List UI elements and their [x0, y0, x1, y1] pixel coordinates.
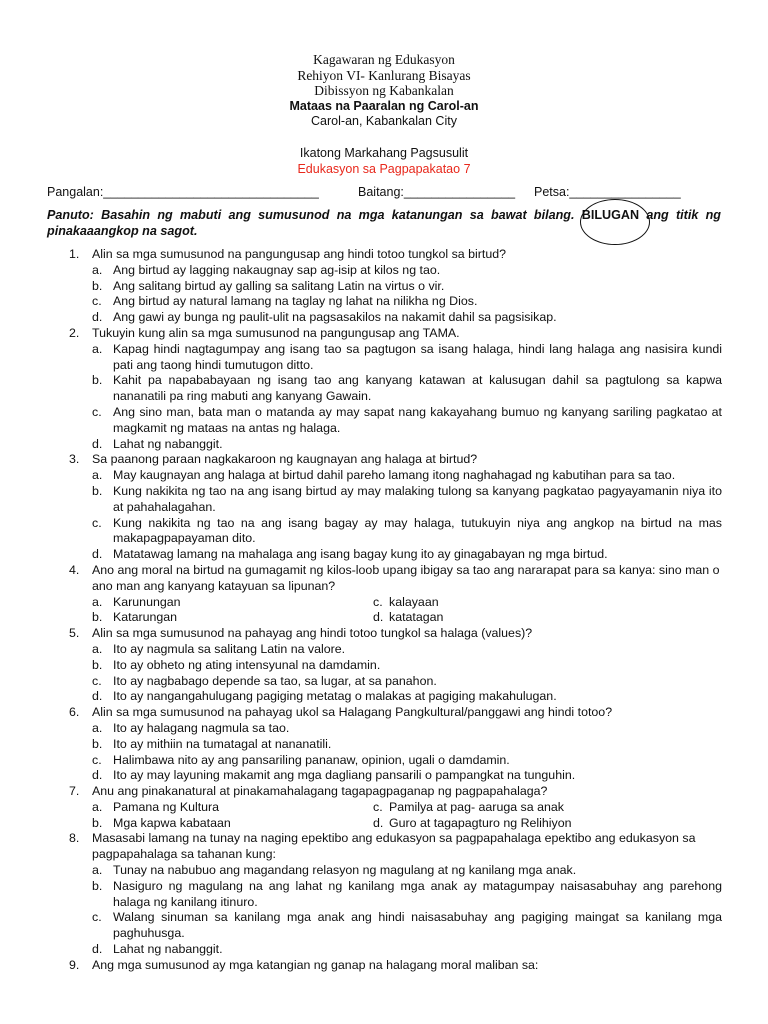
answer-option[interactable]: [0, 279, 768, 295]
question-item: [0, 784, 768, 800]
option-text: Ang birtud ay lagging nakaugnay sap ag-isip at kilos ng tao.: [113, 262, 441, 277]
question-number: 4.: [69, 562, 80, 577]
option-text[interactable]: Pamilya at pag- aaruga sa anak: [389, 799, 564, 814]
answer-option[interactable]: [0, 721, 768, 737]
question-item: [0, 452, 768, 468]
question-text: Ano ang moral na birtud na gumagamit ng kilos-loob upang ibigay sa tao ang nararapat para sa kanya: sino man o ano man ang kanyang katayuan sa lipunan?: [92, 562, 720, 593]
question-text: Masasabi lamang na tunay na naging epektibo ang edukasyon sa pagpapahalaga epektibo ang edukasyon sa pagpapahalaga sa tahanan kung:: [92, 831, 696, 862]
option-text: Ito ay obheto ng ating intensyunal na damdamin.: [113, 657, 381, 672]
region-line: Rehiyon VI- Kanlurang Bisayas: [297, 67, 471, 83]
answer-option[interactable]: [0, 879, 768, 911]
subject-title: Edukasyon sa Pagpapakatao 7: [297, 161, 471, 176]
question-text: Alin sa mga sumusunod na pahayag ang hindi totoo tungkol sa halaga (values)?: [92, 626, 533, 641]
option-letter: a.: [92, 262, 103, 277]
option-letter: d.: [373, 610, 384, 625]
answer-option[interactable]: [0, 674, 768, 690]
option-letter: b.: [92, 610, 103, 625]
question-number: 5.: [69, 626, 80, 641]
answer-option[interactable]: [0, 405, 768, 437]
option-letter: b.: [92, 657, 103, 672]
option-text: Lahat ng nabanggit.: [113, 436, 223, 451]
answer-option[interactable]: [0, 342, 768, 374]
question-number: 6.: [69, 705, 80, 720]
option-letter: c.: [92, 752, 102, 767]
option-letter: b.: [92, 373, 103, 388]
question-number: 7.: [69, 784, 80, 799]
answer-option[interactable]: [0, 768, 768, 784]
date-field: Petsa:________________: [534, 185, 681, 199]
option-text: Nasiguro ng magulang na ang lahat ng kanilang mga anak ay matagumpay naisasabuhay ang parehong halaga ng kanilang itinuro.: [113, 878, 722, 909]
option-letter: d.: [92, 310, 103, 325]
option-letter: a.: [92, 468, 103, 483]
question-number: 1.: [69, 247, 80, 261]
option-letter: a.: [92, 720, 103, 735]
question-text: Tukuyin kung alin sa mga sumusunod na pangungusap ang TAMA.: [92, 325, 460, 340]
option-letter: c.: [92, 910, 102, 925]
document-header: [0, 52, 768, 177]
option-letter: a.: [92, 594, 103, 609]
option-letter: b.: [92, 736, 103, 751]
question-text: Ang mga sumusunod ay mga katangian ng ganap na halagang moral maliban sa:: [92, 957, 539, 972]
option-letter: d.: [92, 942, 103, 957]
instructions-emphasis: BILUGAN: [581, 208, 640, 222]
option-text: Kung nakikita ng tao na ang isang birtud ay may malaking tulong sa kanyang pagkatao pagyayamanin niya ito at pahahalagahan.: [113, 483, 722, 514]
question-item: [0, 626, 768, 642]
question-text: Anu ang pinakanatural at pinakamahalagang tagapagpaganap ng pagpapahalaga?: [92, 784, 548, 799]
question-item: [0, 831, 768, 863]
answer-option[interactable]: [0, 863, 768, 879]
option-letter: d.: [92, 436, 103, 451]
question-text: Alin sa mga sumusunod na pangungusap ang hindi totoo tungkol sa birtud?: [92, 247, 507, 261]
option-text: Ito ay nagbabago depende sa tao, sa lugar, at sa panahon.: [113, 673, 437, 688]
option-letter: c.: [92, 404, 102, 419]
option-letter: a.: [92, 341, 103, 356]
exam-title: Ikatong Markahang Pagsusulit: [299, 145, 469, 160]
answer-option[interactable]: [0, 642, 768, 658]
option-letter: d.: [92, 547, 103, 562]
instructions-text-end: ang titik ng pinakaaangkop na sagot.: [47, 208, 721, 238]
option-text: Ang gawi ay bunga ng paulit-ulit na pagsasakilos na nakamit dahil sa pagsisikap.: [113, 310, 557, 325]
option-letter: c.: [92, 673, 102, 688]
department-line: Kagawaran ng Edukasyon: [313, 52, 455, 67]
answer-option[interactable]: [0, 310, 768, 326]
question-item: [0, 563, 768, 595]
instructions-text: Panuto: Basahin ng mabuti ang sumusunod na mga katanungan sa bawat bilang.: [47, 208, 582, 222]
answer-option[interactable]: [0, 263, 768, 279]
question-list: [0, 247, 768, 974]
question-number: 2.: [69, 325, 80, 340]
school-address: Carol-an, Kabankalan City: [311, 114, 457, 129]
option-letter: a.: [92, 799, 103, 814]
option-text: Halimbawa nito ay ang pansariling pananaw, opinion, ugali o damdamin.: [113, 752, 510, 767]
question-item: [0, 326, 768, 342]
option-text: Ito ay nangangahulugang pagiging metatag o malakas at pagiging makahulugan.: [113, 689, 557, 704]
answer-option-row: [0, 610, 768, 626]
option-letter: d.: [92, 689, 103, 704]
question-item: [0, 705, 768, 721]
option-text[interactable]: Katarungan: [113, 610, 178, 625]
option-letter: d.: [373, 815, 384, 830]
answer-option[interactable]: [0, 516, 768, 548]
answer-option[interactable]: [0, 689, 768, 705]
option-text: Ito ay may layuning makamit ang mga dagliang pansarili o pampangkat na tunguhin.: [113, 768, 576, 783]
name-field: Pangalan:_______________________________: [47, 185, 319, 199]
answer-option[interactable]: [0, 547, 768, 563]
question-number: 9.: [69, 957, 80, 972]
option-text: Matatawag lamang na mahalaga ang isang bagay kung ito ay ginagabayan ng mga birtud.: [113, 547, 608, 562]
option-letter: b.: [92, 483, 103, 498]
answer-option-row: [0, 816, 768, 832]
answer-option[interactable]: [0, 737, 768, 753]
school-name: Mataas na Paaralan ng Carol-an: [289, 98, 479, 113]
option-text[interactable]: Karunungan: [113, 594, 181, 609]
option-text: Kapag hindi nagtagumpay ang isang tao sa pagtugon sa isang halaga, hindi lang halaga ang nasisira kundi pati ang taong hindi tumutugon ditto.: [113, 341, 722, 372]
option-letter: c.: [92, 294, 102, 309]
grade-field: Baitang:________________: [358, 185, 516, 199]
option-letter: d.: [92, 768, 103, 783]
option-letter: b.: [92, 278, 103, 293]
answer-option[interactable]: [0, 942, 768, 958]
question-text: Sa paanong paraan nagkakaroon ng kaugnayan ang halaga at birtud?: [92, 452, 478, 467]
option-text: Ito ay nagmula sa salitang Latin na valore.: [113, 641, 346, 656]
question-item: [0, 958, 768, 974]
question-number: 8.: [69, 831, 80, 846]
answer-option-row: [0, 595, 768, 611]
option-text[interactable]: Mga kapwa kabataan: [113, 815, 231, 830]
option-text: Ang sino man, bata man o matanda ay may sapat nang kakayahang bumuo ng kanyang sariling pagkatao at magkamit ng mataas na antas ng halaga.: [113, 404, 722, 435]
answer-option[interactable]: [0, 484, 768, 516]
option-text[interactable]: kalayaan: [389, 594, 439, 609]
answer-option[interactable]: [0, 468, 768, 484]
option-text: Ang birtud ay natural lamang na taglay ng lahat na nilikha ng Dios.: [113, 294, 478, 309]
option-text: Kung nakikita ng tao na ang isang bagay ay may halaga, tutukuyin niya ang angkop na birtud na mas makapagpapayaman dito.: [113, 515, 722, 546]
option-text: Tunay na nabubuo ang magandang relasyon ng magulang at ng kanilang mga anak.: [113, 863, 577, 878]
option-text: Walang sinuman sa kanilang mga anak ang hindi naisasabuhay ang pagiging maingat sa kanilang mga paghuhusga.: [113, 910, 722, 941]
option-letter: b.: [92, 878, 103, 893]
option-text[interactable]: Pamana ng Kultura: [113, 799, 220, 814]
option-text[interactable]: Guro at tagapagturo ng Relihiyon: [389, 815, 572, 830]
question-item: [0, 247, 768, 263]
answer-option[interactable]: [0, 753, 768, 769]
option-text: Ito ay mithiin na tumatagal at nananatili.: [113, 736, 332, 751]
option-text: Ang salitang birtud ay galling sa salitang Latin na virtus o vir.: [113, 278, 445, 293]
option-letter: a.: [92, 863, 103, 878]
option-letter: c.: [92, 515, 102, 530]
answer-option[interactable]: [0, 437, 768, 453]
answer-option-row: [0, 800, 768, 816]
division-line: Dibissyon ng Kabankalan: [314, 83, 454, 99]
option-text: Ito ay halagang nagmula sa tao.: [113, 720, 290, 735]
answer-option[interactable]: [0, 658, 768, 674]
option-text: May kaugnayan ang halaga at birtud dahil pareho lamang itong naghahagad ng kabutihan para sa tao.: [113, 468, 676, 483]
hand-drawn-circle: [580, 199, 650, 245]
question-number: 3.: [69, 452, 80, 467]
option-letter: c.: [373, 594, 383, 609]
option-letter: c.: [373, 799, 383, 814]
option-letter: b.: [92, 815, 103, 830]
answer-option[interactable]: [0, 294, 768, 310]
option-text: Lahat ng nabanggit.: [113, 942, 223, 957]
answer-option[interactable]: [0, 373, 768, 405]
option-text: Kahit pa napababayaan ng isang tao ang kanyang katawan at kalusugan dahil sa pagtulong sa kapwa nananatili pa ring mabuti ang kanyang Gawain.: [113, 373, 722, 404]
option-letter: a.: [92, 641, 103, 656]
answer-option[interactable]: [0, 910, 768, 942]
option-text[interactable]: katatagan: [389, 610, 444, 625]
question-text: Alin sa mga sumusunod na pahayag ukol sa Halagang Pangkultural/panggawi ang hindi totoo?: [92, 705, 613, 720]
